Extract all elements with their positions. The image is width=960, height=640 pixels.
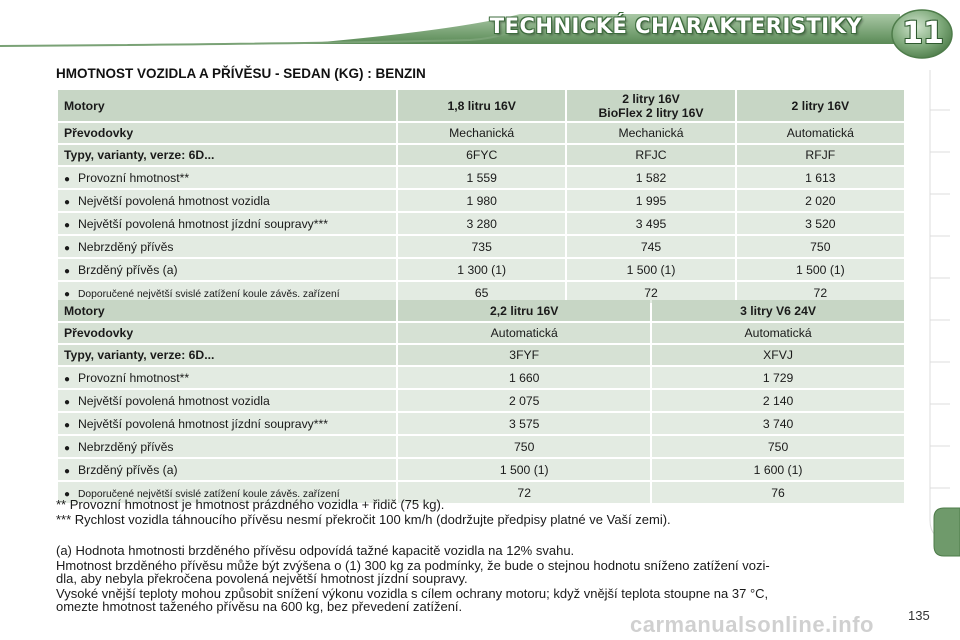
note-line: dla, aby nebyla překročena povolená největší hmotnost jízdní soupravy.	[56, 571, 468, 586]
row-label: Nebrzděný přívěs	[78, 239, 174, 254]
section-title: HMOTNOST VOZIDLA A PŘÍVĚSU - SEDAN (KG) : BENZIN	[56, 66, 426, 81]
type-cell: 6FYC	[398, 145, 565, 165]
value-cell: 2 140	[652, 390, 904, 411]
weights-table-2	[56, 298, 906, 505]
value-cell: 1 559	[398, 167, 565, 188]
row-label: Brzděný přívěs (a)	[78, 262, 178, 277]
table-row	[58, 300, 904, 321]
gearbox-cell: Mechanická	[567, 123, 734, 143]
gearbox-cell: Automatická	[398, 323, 650, 343]
table-row	[58, 413, 904, 434]
value-cell: 1 300 (1)	[398, 259, 565, 280]
gearbox-cell: Automatická	[652, 323, 904, 343]
gearbox-cell: Mechanická	[398, 123, 565, 143]
value-cell: 3 495	[567, 213, 734, 234]
row-label: Největší povolená hmotnost jízdní soupravy***	[78, 216, 328, 231]
type-cell: XFVJ	[652, 345, 904, 365]
row-label: Provozní hmotnost**	[78, 370, 190, 385]
value-cell: 2 020	[737, 190, 904, 211]
engine-sub: BioFlex 2 litry 16V	[598, 105, 704, 120]
bullet-icon: ●	[64, 288, 71, 300]
bullet-icon: ●	[64, 396, 71, 408]
value-cell: 1 600 (1)	[652, 459, 904, 480]
table-row	[58, 213, 904, 234]
engine-name: 2 litry 16V	[622, 91, 680, 106]
page-title: TECHNICKÉ CHARAKTERISTIKY	[489, 14, 862, 38]
value-cell: 1 500 (1)	[398, 459, 650, 480]
value-cell: 65	[398, 282, 565, 303]
weights-table-1	[56, 88, 906, 305]
value-cell: 1 613	[737, 167, 904, 188]
row-label: Největší povolená hmotnost vozidla	[78, 193, 270, 208]
bullet-icon: ●	[64, 173, 71, 185]
value-cell: 1 500 (1)	[737, 259, 904, 280]
row-label: Doporučené největší svislé zatížení koule závěs. zařízení	[78, 288, 340, 300]
table-row	[58, 90, 904, 121]
row-label: Brzděný přívěs (a)	[78, 462, 178, 477]
motory-label: Motory	[58, 90, 396, 121]
value-cell: 72	[567, 282, 734, 303]
note-line: Vysoké vnější teploty mohou způsobit snížení výkonu vozidla s cílem ochrany motoru; když vnější teplota stoupne na 37 °C,	[56, 586, 769, 601]
table-row	[58, 436, 904, 457]
bullet-icon: ●	[64, 442, 71, 454]
bullet-icon: ●	[64, 419, 71, 431]
gearbox-label: Převodovky	[58, 323, 396, 343]
bullet-icon: ●	[64, 196, 71, 208]
row-label: Nebrzděný přívěs	[78, 439, 174, 454]
chapter-tabs	[926, 70, 960, 580]
table-row	[58, 367, 904, 388]
table-row	[58, 167, 904, 188]
type-cell: 3FYF	[398, 345, 650, 365]
bullet-icon: ●	[64, 373, 71, 385]
value-cell: 750	[398, 436, 650, 457]
bullet-icon: ●	[64, 219, 71, 231]
table-row	[58, 259, 904, 280]
type-cell: RFJC	[567, 145, 734, 165]
value-cell: 1 660	[398, 367, 650, 388]
type-cell: RFJF	[737, 145, 904, 165]
bullet-icon: ●	[64, 265, 71, 277]
value-cell: 72	[737, 282, 904, 303]
value-cell: 3 520	[737, 213, 904, 234]
gearbox-label: Převodovky	[58, 123, 396, 143]
table-row	[58, 236, 904, 257]
engine-cell: 2,2 litru 16V	[398, 300, 650, 321]
value-cell: 72	[398, 482, 650, 503]
value-cell: 1 995	[567, 190, 734, 211]
table-row	[58, 345, 904, 365]
value-cell: 1 980	[398, 190, 565, 211]
value-cell: 1 582	[567, 167, 734, 188]
row-label: Největší povolená hmotnost vozidla	[78, 393, 270, 408]
table-row	[58, 323, 904, 343]
bullet-icon: ●	[64, 465, 71, 477]
note-line: Hmotnost brzděného přívěsu může být zvýšena o (1) 300 kg za podmínky, že bude o stejnou hodnotu sníženo zatížení vozi-	[56, 558, 770, 573]
value-cell: 3 575	[398, 413, 650, 434]
types-label: Typy, varianty, verze: 6D...	[58, 145, 396, 165]
table-row	[58, 459, 904, 480]
value-cell: 3 280	[398, 213, 565, 234]
types-label: Typy, varianty, verze: 6D...	[58, 345, 396, 365]
row-label: Provozní hmotnost**	[78, 170, 190, 185]
note-line: (a) Hodnota hmotnosti brzděného přívěsu odpovídá tažné kapacitě vozidla na 12% svahu.	[56, 543, 575, 558]
note-line: omezte hmotnost taženého přívěsu na 600 kg, bez převedení zatížení.	[56, 599, 463, 614]
value-cell: 750	[652, 436, 904, 457]
tab-outline	[926, 70, 960, 580]
value-cell: 735	[398, 236, 565, 257]
value-cell: 1 729	[652, 367, 904, 388]
engine-cell: 1,8 litru 16V	[398, 90, 565, 121]
bullet-icon: ●	[64, 242, 71, 254]
value-cell: 750	[737, 236, 904, 257]
row-label: Doporučené největší svislé zatížení koule závěs. zařízení	[78, 488, 340, 500]
gearbox-cell: Automatická	[737, 123, 904, 143]
motory-label: Motory	[58, 300, 396, 321]
value-cell: 76	[652, 482, 904, 503]
footnote: ** Provozní hmotnost je hmotnost prázdného vozidla + řidič (75 kg).	[56, 497, 445, 512]
page-number: 135	[908, 608, 930, 623]
row-label: Největší povolená hmotnost jízdní soupravy***	[78, 416, 328, 431]
watermark: carmanualsonline.info	[630, 612, 874, 637]
table-row	[58, 145, 904, 165]
bullet-icon: ●	[64, 488, 71, 500]
engine-cell: 3 litry V6 24V	[652, 300, 904, 321]
table-row	[58, 190, 904, 211]
value-cell: 745	[567, 236, 734, 257]
value-cell: 2 075	[398, 390, 650, 411]
value-cell: 3 740	[652, 413, 904, 434]
engine-cell	[567, 90, 734, 121]
table-row	[58, 123, 904, 143]
value-cell: 1 500 (1)	[567, 259, 734, 280]
table-row	[58, 390, 904, 411]
chapter-number: 11	[902, 16, 944, 51]
header-banner	[0, 0, 960, 51]
footnote: *** Rychlost vozidla táhnoucího přívěsu nesmí překročit 100 km/h (dodržujte předpisy platné ve Vaší zemi).	[56, 512, 671, 527]
engine-cell: 2 litry 16V	[737, 90, 904, 121]
